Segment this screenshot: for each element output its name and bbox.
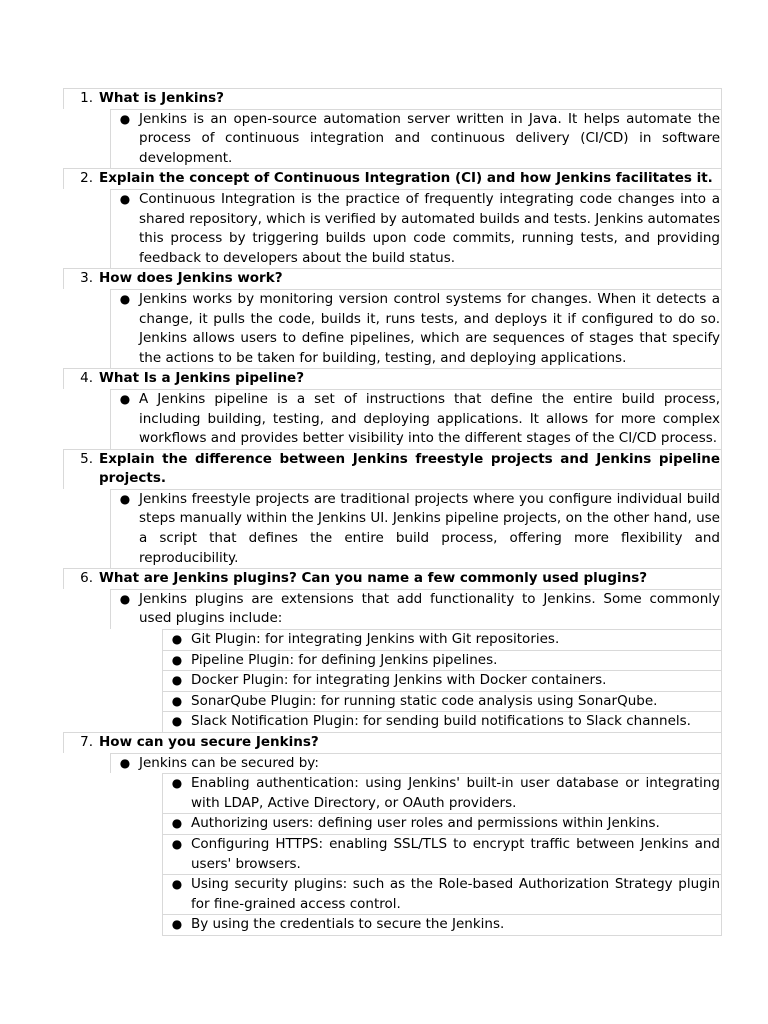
answer-item — [110, 753, 722, 774]
question-text: What are Jenkins plugins? Can you name a few commonly used plugins? — [99, 570, 648, 587]
sub-list-item — [162, 834, 722, 874]
bullet-icon: ● — [119, 755, 131, 770]
answer-item — [110, 489, 722, 568]
answer-text: Jenkins plugins are extensions that add functionality to Jenkins. Some commonly used plugins include: — [139, 590, 720, 627]
bullet-icon: ● — [119, 491, 131, 506]
question-text: What Is a Jenkins pipeline? — [99, 370, 305, 387]
answer-text: Jenkins freestyle projects are traditional projects where you configure individual build steps manually within the Jenkins UI. Jenkins pipeline projects, on the other hand, use a script that defines the entire build process, offering more flexibility and reproducibility. — [139, 490, 720, 566]
sub-list-item — [162, 813, 722, 834]
sub-list-item — [162, 629, 722, 650]
sub-list-item — [162, 711, 722, 732]
question-text: What is Jenkins? — [99, 90, 225, 106]
bullet-icon: ● — [119, 591, 131, 606]
bullet-icon: ● — [171, 652, 183, 667]
bullet-icon: ● — [171, 714, 183, 729]
question-text: How does Jenkins work? — [99, 270, 283, 287]
answer-text: Jenkins can be secured by: — [139, 754, 319, 771]
sub-item-text: Using security plugins: such as the Role-based Authorization Strategy plugin for fine-grained access control. — [191, 876, 720, 912]
bullet-icon: ● — [171, 917, 183, 932]
answer-item — [110, 189, 722, 268]
question-item — [63, 368, 722, 389]
sub-item-text: Docker Plugin: for integrating Jenkins with Docker containers. — [191, 672, 607, 689]
question-item — [63, 168, 722, 189]
sub-list-item — [162, 773, 722, 813]
sub-list-item — [162, 650, 722, 671]
answer-text: Jenkins is an open-source automation server written in Java. It helps automate the process of continuous integration and continuous delivery (CI/CD) in software development. — [139, 110, 720, 166]
bullet-icon: ● — [171, 673, 183, 688]
bullet-icon: ● — [119, 391, 131, 406]
sub-item-text: SonarQube Plugin: for running static code analysis using SonarQube. — [191, 692, 658, 709]
bullet-icon: ● — [171, 816, 183, 831]
bullet-icon: ● — [119, 191, 131, 206]
bullet-icon: ● — [171, 877, 183, 892]
question-text: How can you secure Jenkins? — [99, 734, 319, 750]
sub-item-text: Pipeline Plugin: for defining Jenkins pipelines. — [191, 651, 498, 668]
question-item — [63, 449, 722, 489]
answer-text: A Jenkins pipeline is a set of instructions that define the entire build process, including building, testing, and deploying applications. It allows for more complex workflows and provides better visibility into the different stages of the CI/CD process. — [139, 390, 720, 447]
sub-list-item — [162, 691, 722, 712]
question-item — [63, 732, 722, 753]
bullet-icon: ● — [171, 632, 183, 647]
answer-text: Jenkins works by monitoring version control systems for changes. When it detects a change, it pulls the code, builds it, runs tests, and deploys it if configured to do so. Jenkins allows users to define pipelines, which are sequences of stages that specify the actions to be taken for building, testing, and deploying applications. — [139, 290, 720, 366]
bullet-icon: ● — [119, 291, 131, 306]
sub-item-text: Git Plugin: for integrating Jenkins with Git repositories. — [191, 631, 560, 648]
bullet-icon: ● — [171, 836, 183, 851]
question-number: 6. — [80, 570, 93, 587]
sub-list-item — [162, 874, 722, 914]
bullet-icon: ● — [171, 693, 183, 708]
question-number: 3. — [80, 270, 93, 287]
question-text: Explain the difference between Jenkins freestyle projects and Jenkins pipeline projects. — [99, 450, 720, 487]
answer-item — [110, 289, 722, 368]
question-list — [0, 88, 768, 936]
sub-list-item — [162, 670, 722, 691]
question-number: 4. — [80, 370, 93, 387]
question-item — [63, 568, 722, 589]
answer-text: Continuous Integration is the practice of frequently integrating code changes into a shared repository, which is verified by automated builds and tests. Jenkins automates this process by triggering builds upon code commits, running tests, and providing feedback to developers about the build status. — [139, 190, 720, 266]
sub-item-text: By using the credentials to secure the Jenkins. — [191, 916, 505, 933]
sub-item-text: Slack Notification Plugin: for sending build notifications to Slack channels. — [191, 713, 691, 730]
sub-item-text: Configuring HTTPS: enabling SSL/TLS to encrypt traffic between Jenkins and users' browsers. — [191, 835, 720, 872]
question-text: Explain the concept of Continuous Integration (CI) and how Jenkins facilitates it. — [99, 170, 713, 187]
question-number: 1. — [80, 90, 93, 106]
question-item — [63, 88, 722, 109]
bullet-icon: ● — [171, 776, 183, 791]
sub-item-text: Enabling authentication: using Jenkins' built-in user database or integrating with LDAP, Active Directory, or OAuth providers. — [191, 775, 720, 811]
answer-item — [110, 109, 722, 169]
question-item — [63, 268, 722, 289]
answer-item — [110, 589, 722, 629]
bullet-icon: ● — [119, 111, 131, 126]
question-number: 7. — [80, 734, 93, 750]
answer-item — [110, 389, 722, 449]
sub-list-item — [162, 914, 722, 936]
sub-item-text: Authorizing users: defining user roles and permissions within Jenkins. — [191, 815, 660, 832]
question-number: 5. — [80, 450, 93, 467]
question-number: 2. — [80, 170, 93, 187]
